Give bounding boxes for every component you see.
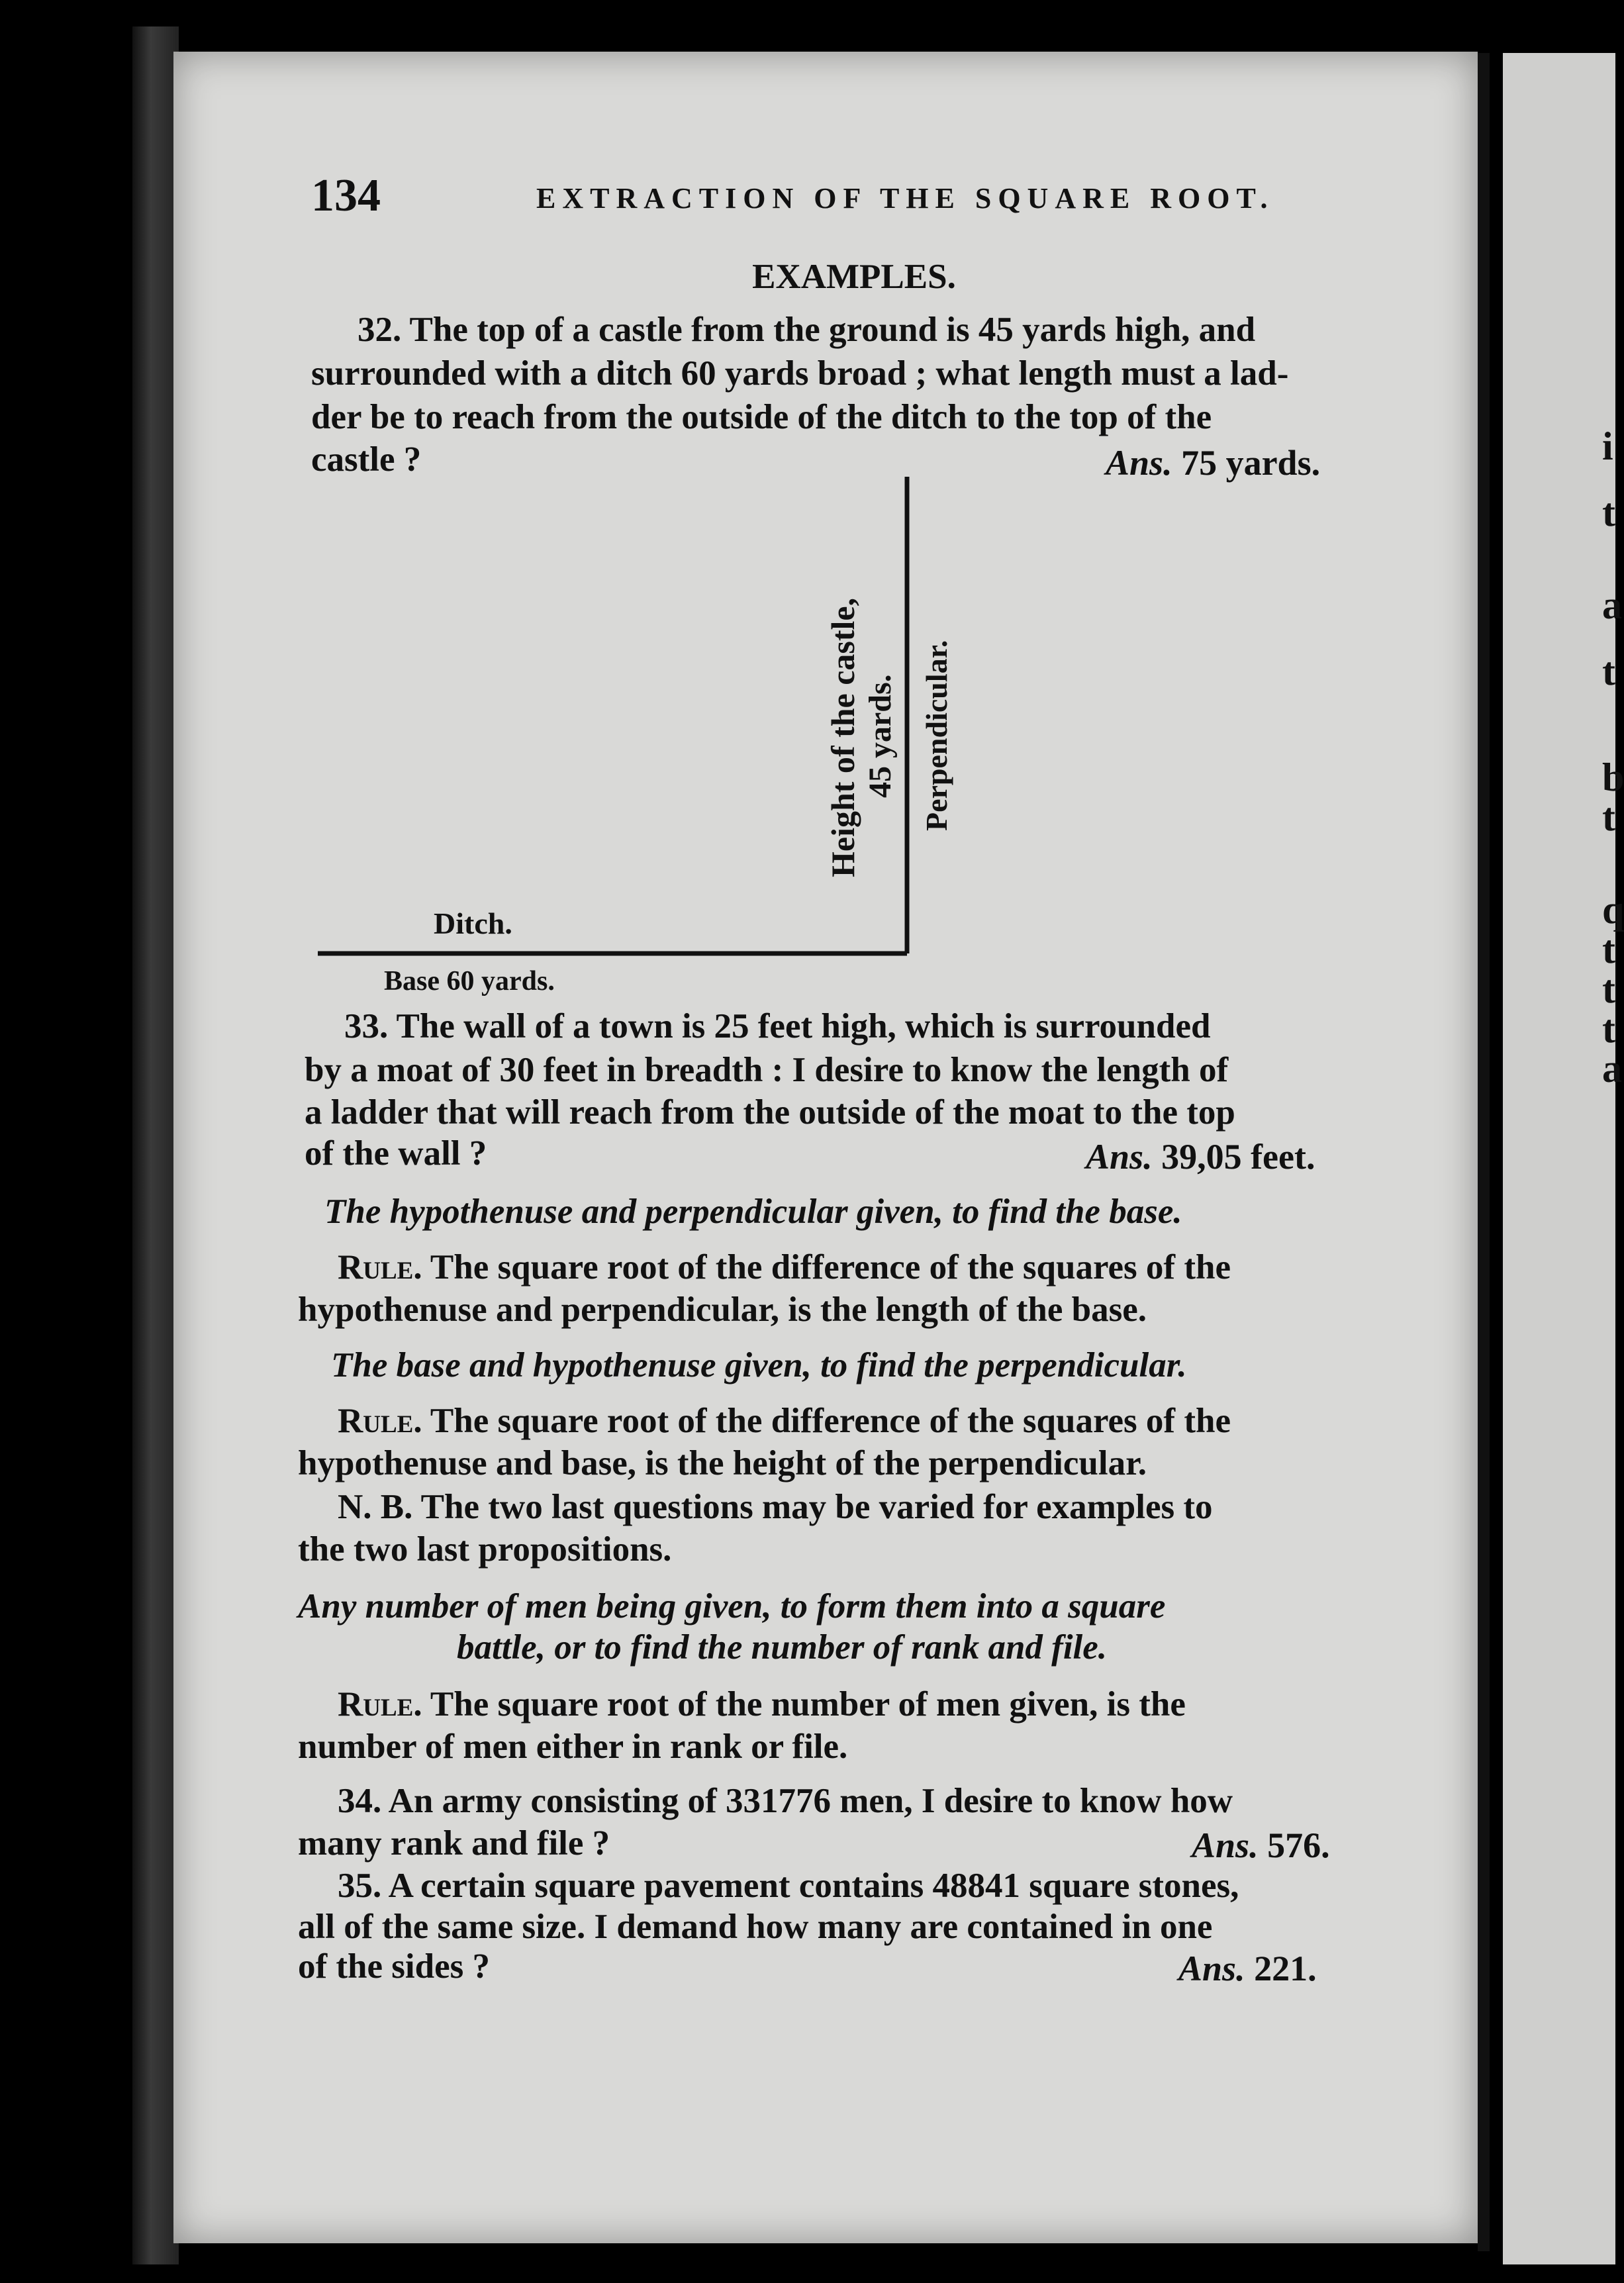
q33-line: by a moat of 30 feet in breadth : I desire to know the length of xyxy=(305,1051,1229,1089)
q34-answer xyxy=(1192,1825,1330,1866)
castle-ladder-diagram xyxy=(291,463,953,1006)
nota-bene-line2: the two last propositions. xyxy=(298,1530,672,1569)
q35-line: of the sides ? xyxy=(298,1947,491,1986)
rule-base-line2: hypothenuse and perpendicular, is the length of the base. xyxy=(298,1290,1147,1329)
perpendicular-label: Perpendicular. xyxy=(920,640,953,831)
section-heading-battle-line2: battle, or to find the number of rank and file. xyxy=(457,1628,1108,1667)
q32-answer xyxy=(1106,442,1320,483)
q32-line: 32. The top of a castle from the ground is 45 yards high, and xyxy=(358,311,1256,349)
answer-value: 221. xyxy=(1254,1949,1317,1988)
answer-label: Ans. xyxy=(1106,443,1172,483)
height-label: Height of the castle, xyxy=(824,597,861,877)
section-heading-perpendicular: The base and hypothenuse given, to find the perpendicular. xyxy=(331,1346,1187,1384)
next-page-fragment: t xyxy=(1602,650,1615,693)
rule-perpendicular xyxy=(338,1401,1231,1441)
q35-line: 35. A certain square pavement contains 48841 square stones, xyxy=(338,1867,1239,1905)
rule-label: Rule. xyxy=(338,1685,422,1724)
base-label: Base 60 yards. xyxy=(384,966,555,996)
next-page-fragment: t xyxy=(1602,795,1615,839)
rule-battle-line2: number of men either in rank or file. xyxy=(298,1727,848,1766)
q33-answer xyxy=(1086,1136,1315,1177)
next-page-fragment: i xyxy=(1602,424,1613,468)
q35-answer xyxy=(1178,1948,1317,1989)
answer-value: 75 yards. xyxy=(1181,443,1321,483)
section-heading-base: The hypothenuse and perpendicular given, to find the base. xyxy=(324,1192,1182,1231)
next-page-fragment: t xyxy=(1602,1007,1615,1051)
q35-line: all of the same size. I demand how many are contained in one xyxy=(298,1908,1213,1946)
q33-line: a ladder that will reach from the outside of the moat to the top xyxy=(305,1093,1235,1132)
q32-line: der be to reach from the outside of the ditch to the top of the xyxy=(311,398,1212,436)
book-binding xyxy=(132,26,179,2264)
rule-base xyxy=(338,1247,1231,1288)
q33-line: 33. The wall of a town is 25 feet high, which is surrounded xyxy=(344,1007,1211,1045)
next-page-fragment: t xyxy=(1602,967,1615,1011)
section-heading-battle: Any number of men being given, to form them into a square xyxy=(298,1587,1166,1626)
q34-line: 34. An army consisting of 331776 men, I desire to know how xyxy=(338,1782,1233,1820)
rule-label: Rule. xyxy=(338,1248,422,1287)
rule-battle xyxy=(338,1684,1186,1725)
rule-perpendicular-line2: hypothenuse and base, is the height of the perpendicular. xyxy=(298,1444,1147,1482)
page-number: 134 xyxy=(311,170,381,221)
height-value-label: 45 yards. xyxy=(863,674,898,798)
q33-line: of the wall ? xyxy=(305,1134,487,1173)
rule-label: Rule. xyxy=(338,1402,422,1440)
rule-text: The square root of the number of men given, is the xyxy=(430,1685,1186,1724)
running-title: EXTRACTION OF THE SQUARE ROOT. xyxy=(536,182,1274,215)
nota-bene: N. B. The two last questions may be varied for examples to xyxy=(338,1488,1213,1526)
answer-label: Ans. xyxy=(1192,1825,1259,1865)
next-page-fragment: q xyxy=(1602,888,1624,932)
next-page-fragment: t xyxy=(1602,928,1615,971)
page-gutter xyxy=(1478,53,1490,2251)
next-page-fragment: t xyxy=(1602,491,1615,534)
running-head xyxy=(311,170,1397,229)
answer-label: Ans. xyxy=(1086,1137,1153,1177)
next-page-fragment: a xyxy=(1602,1047,1622,1091)
answer-value: 39,05 feet. xyxy=(1161,1137,1315,1177)
next-page-fragment: a xyxy=(1602,583,1622,627)
q34-line: many rank and file ? xyxy=(298,1824,610,1863)
answer-label: Ans. xyxy=(1178,1949,1245,1988)
rule-text: The square root of the difference of the squares of the xyxy=(430,1402,1231,1440)
next-page-fragment: b xyxy=(1602,755,1624,799)
q32-line: surrounded with a ditch 60 yards broad ; what length must a lad- xyxy=(311,354,1289,393)
examples-heading: EXAMPLES. xyxy=(752,258,956,296)
ditch-label: Ditch. xyxy=(434,906,512,940)
q32-line: castle ? xyxy=(311,440,422,479)
rule-text: The square root of the difference of the squares of the xyxy=(430,1248,1231,1287)
next-page-edge xyxy=(1503,53,1624,2264)
answer-value: 576. xyxy=(1267,1825,1330,1865)
